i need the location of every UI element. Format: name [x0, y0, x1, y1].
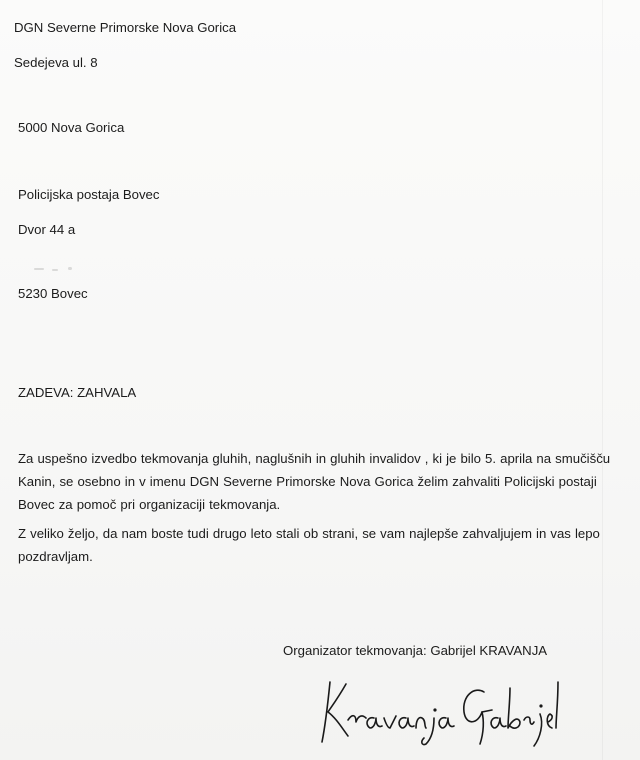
scan-smudge — [52, 269, 58, 271]
recipient-name: Policijska postaja Bovec — [18, 187, 160, 202]
body-line: Kanin, se osebno in v imenu DGN Severne Primorske Nova Gorica želim zahvaliti Policijski postaji — [18, 474, 597, 489]
body-line: Za uspešno izvedbo tekmovanja gluhih, naglušnih in gluhih invalidov , ki je bilo 5. aprila na smučišču — [18, 451, 611, 466]
body-line: Bovec za pomoč pri organizaciji tekmovanja. — [18, 497, 281, 512]
scan-smudge — [68, 267, 72, 270]
handwritten-signature — [312, 662, 562, 752]
body-line: pozdravljam. — [18, 549, 93, 564]
subject-line: ZADEVA: ZAHVALA — [18, 385, 137, 400]
sender-city: 5000 Nova Gorica — [18, 120, 125, 135]
body-paragraph-1 — [18, 447, 618, 516]
closing-organizer: Organizator tekmovanja: Gabrijel KRAVANJA — [283, 643, 548, 658]
paper-shade — [602, 0, 603, 760]
body-line: Z veliko željo, da nam boste tudi drugo leto stali ob strani, se vam najlepše zahvaljujem in vas lepo — [18, 526, 600, 541]
recipient-city: 5230 Bovec — [18, 286, 88, 301]
body-paragraph-2 — [18, 522, 618, 568]
sender-street: Sedejeva ul. 8 — [14, 55, 98, 70]
scan-smudge — [34, 268, 44, 270]
sender-name: DGN Severne Primorske Nova Gorica — [14, 20, 237, 35]
recipient-street: Dvor 44 a — [18, 222, 76, 237]
